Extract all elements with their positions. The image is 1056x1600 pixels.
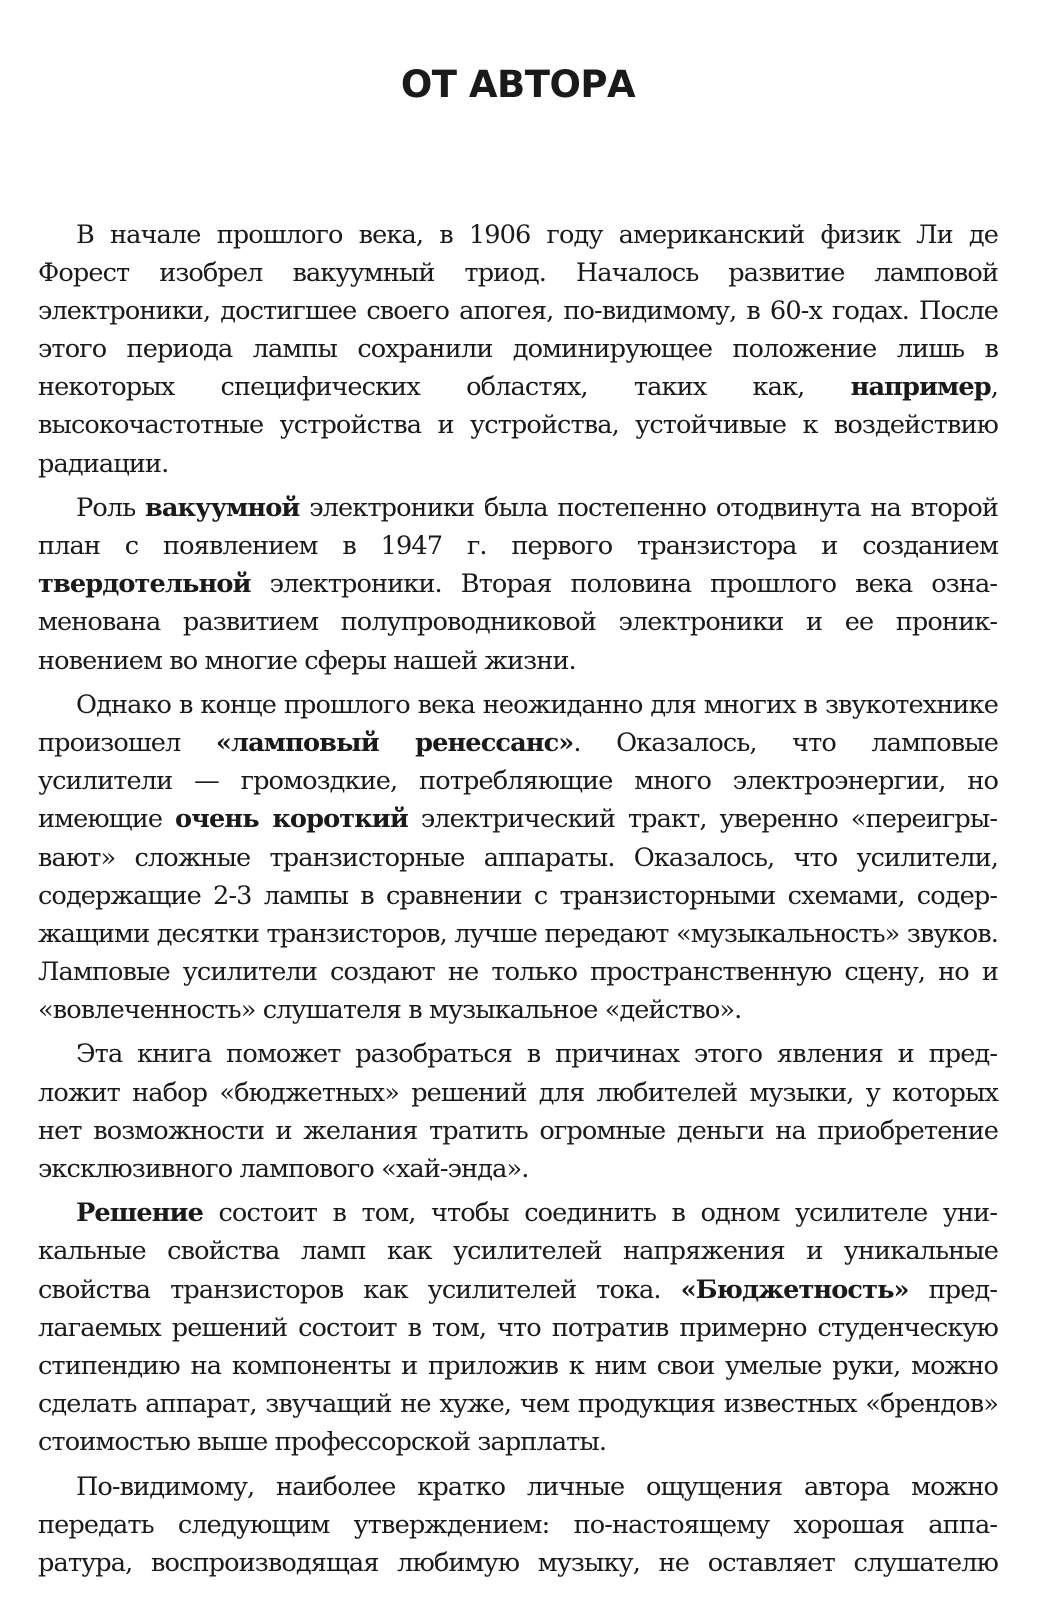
text-segment: электроники. Вторая половина прошлого века ознаменована развитием полупроводниковой электроники и ее проникновением во многие сферы нашей жизни. (38, 569, 998, 676)
paragraph-4 (38, 1035, 998, 1187)
bold-term: «ламповый ренессанс» (215, 728, 574, 759)
bold-term: вакуумной (144, 493, 300, 524)
body-text (38, 216, 998, 1588)
paragraph-6 (38, 1468, 998, 1582)
text-segment: . Оказалось, что ламповые усилители — громоздкие, потребляющие много электроэнергии, но имеющие (38, 728, 998, 835)
bold-term: Решение (76, 1198, 204, 1229)
paragraph-2 (38, 489, 998, 679)
book-page (38, 0, 998, 1600)
text-segment: предлагаемых решений состоит в том, что потратив примерно студенческую стипендию на компоненты и приложив к ним свои умелые руки, можно сделать аппарат, звучащий не хуже, чем продукция известных «брендов» стоимостью выше профессорской зарплаты. (38, 1274, 998, 1457)
text-segment: электрический тракт, уверенно «переигрывают» сложные транзисторные аппараты. Оказалось, что усилители, содержащие 2-3 лампы в сравнении с транзисторными схемами, содержащими десятки транзисторов, лучше передают «музыкальность» звуков. Ламповые усилители создают не только пространственную сцену, но и «вовлеченность» слушателя в музыкальное «действо». (38, 804, 998, 1025)
bold-term: «Бюджетность» (680, 1274, 909, 1305)
paragraph-3 (38, 686, 998, 1029)
text-segment: В начале прошлого века, в 1906 году американский физик Ли де Форест изобрел вакуумный триод. Началось развитие ламповой электроники, достигшее своего апогея, по-видимому, в 60-х годах. После этого периода лампы сохранили доминирующее положение лишь в некоторых специфических областях, таких как, (38, 220, 998, 403)
text-segment: состоит в том, чтобы соединить в одном усилителе уникальные свойства ламп как усилителей напряжения и уникальные свойства транзисторов как усилителей тока. (38, 1198, 998, 1305)
bold-term: твердотельной (38, 569, 251, 600)
text-segment: Однако в конце прошлого века неожиданно для многих в звукотехнике произошел (38, 690, 998, 759)
paragraph-5 (38, 1194, 998, 1461)
text-segment: электроники была постепенно отодвинута на второй план с появлением в 1947 г. первого транзистора и созданием (38, 493, 998, 562)
text-segment: Эта книга поможет разобраться в причинах этого явления и предложит набор «бюджетных» решений для любителей музыки, у которых нет возможности и желания тратить огромные деньги на приобретение эксклюзивного лампового «хай-энда». (38, 1039, 998, 1184)
bold-term: например (850, 372, 991, 403)
page-title: ОТ АВТОРА (400, 63, 636, 106)
text-segment: Роль (76, 493, 145, 524)
text-segment: По-видимому, наиболее кратко личные ощущения автора можно передать следующим утверждением: по-настоящему хорошая аппаратура, воспроизводящая любимую музыку, не оставляет слушателю (38, 1471, 998, 1578)
bold-term: очень короткий (174, 804, 408, 835)
text-segment: , высокочастотные устройства и устройства, устойчивые к воздействию радиации. (38, 372, 998, 479)
paragraph-1 (38, 216, 998, 483)
